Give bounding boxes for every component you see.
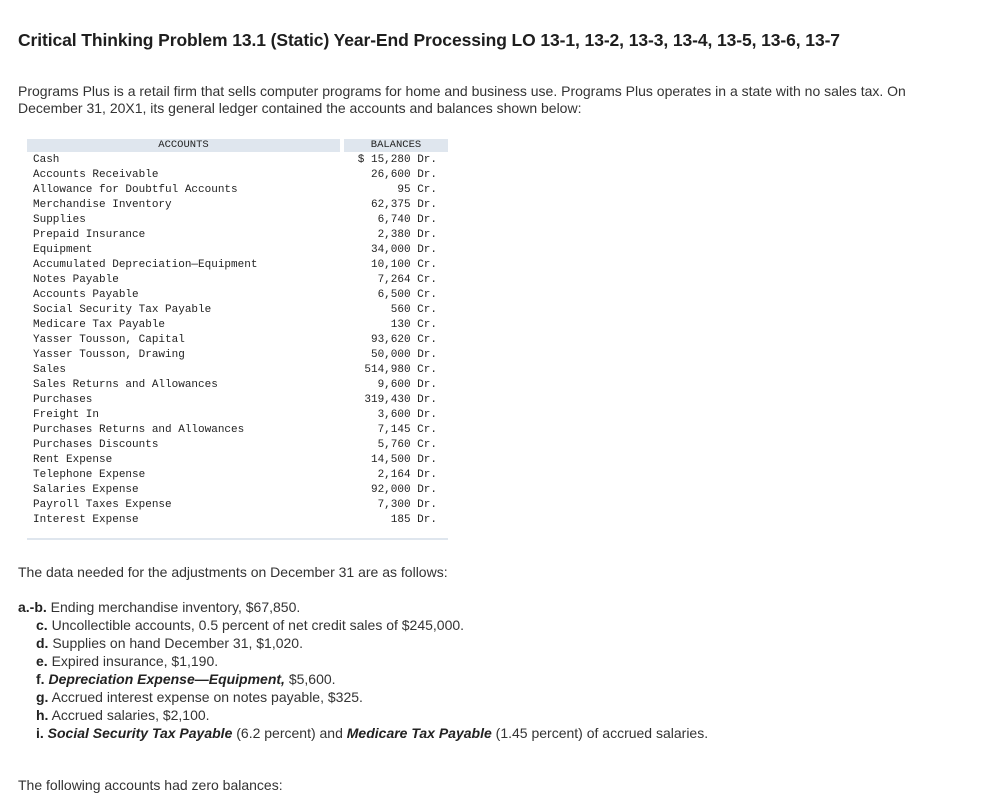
account-balance: 26,600 Dr. [370,169,437,181]
account-name: Supplies [33,214,86,226]
account-balance: 14,500 Dr. [370,454,437,466]
adjustment-label: a.-b. [18,599,47,615]
account-balance: 95 Cr. [397,184,437,196]
ledger-row [27,408,448,423]
ledger-row [27,423,448,438]
account-name: Payroll Taxes Expense [33,499,172,511]
account-name: Telephone Expense [33,469,146,481]
account-balance: 6,500 Cr. [377,289,437,301]
adjustment-text: Ending merchandise inventory, $67,850. [50,599,301,615]
zero-balances-text: The following accounts had zero balances: [18,777,283,793]
account-name: Purchases Returns and Allowances [33,424,245,436]
account-balance: 7,264 Cr. [377,274,437,286]
adjustment-f [36,670,336,688]
ledger-row [27,348,448,363]
problem-intro: Programs Plus is a retail firm that sells computer programs for home and business use. Programs Plus operates in a state with no sales tax. On December 31, 20X1, its general ledger contained the accounts and balances shown below: [18,83,906,116]
ledger-row [27,228,448,243]
adjustment-e [36,652,218,670]
account-name: Accumulated Depreciation—Equipment [33,259,258,271]
account-name: Yasser Tousson, Drawing [33,349,185,361]
adjustment-account: Medicare Tax Payable [346,725,492,741]
adjustment-text: (1.45 percent) of accrued salaries. [495,725,709,741]
adjustment-c [36,616,464,634]
adjustment-label: d. [36,635,49,651]
account-name: Social Security Tax Payable [33,304,212,316]
adjustment-label: g. [36,689,49,705]
account-name: Merchandise Inventory [33,199,172,211]
account-name: Yasser Tousson, Capital [33,334,185,346]
account-balance: 3,600 Dr. [377,409,437,421]
account-balance: 7,145 Cr. [377,424,437,436]
adjustment-h [36,706,210,724]
ledger-row [27,333,448,348]
ledger-row [27,468,448,483]
general-ledger-table [27,139,448,540]
ledger-row [27,363,448,378]
accounts-column-header: ACCOUNTS [27,139,340,152]
account-name: Salaries Expense [33,484,139,496]
ledger-row [27,303,448,318]
account-name: Freight In [33,409,100,421]
account-name: Purchases [33,394,93,406]
account-name: Medicare Tax Payable [33,319,166,331]
adjustment-account: Social Security Tax Payable [47,725,233,741]
adjustment-text: Uncollectible accounts, 0.5 percent of net credit sales of $245,000. [51,617,465,633]
ledger-row [27,153,448,168]
account-name: Allowance for Doubtful Accounts [33,184,238,196]
account-name: Equipment [33,244,93,256]
account-name: Purchases Discounts [33,439,159,451]
account-balance: 560 Cr. [390,304,437,316]
account-balance: 319,430 Dr. [364,394,437,406]
account-balance: 514,980 Cr. [364,364,437,376]
ledger-row [27,393,448,408]
account-balance: 6,740 Dr. [377,214,437,226]
ledger-row [27,513,448,528]
account-balance: 7,300 Dr. [377,499,437,511]
adjustment-label: f. [36,671,45,687]
account-balance: 185 Dr. [390,514,437,526]
ledger-row [27,183,448,198]
adjustment-d [36,634,303,652]
account-balance: 50,000 Dr. [370,349,437,361]
account-name: Notes Payable [33,274,119,286]
account-balance: 9,600 Dr. [377,379,437,391]
ledger-row [27,273,448,288]
account-name: Accounts Receivable [33,169,159,181]
account-balance: 34,000 Dr. [370,244,437,256]
ledger-row [27,243,448,258]
adjustment-label: e. [36,653,48,669]
account-name: Sales Returns and Allowances [33,379,218,391]
ledger-row [27,318,448,333]
ledger-row [27,168,448,183]
ledger-row [27,198,448,213]
account-balance: $ 15,280 Dr. [357,154,437,166]
adjustments-intro: The data needed for the adjustments on December 31 are as follows: [18,564,448,580]
adjustment-text: Accrued salaries, $2,100. [51,707,210,723]
ledger-row [27,453,448,468]
adjustment-text: (6.2 percent) and [236,725,343,741]
account-balance: 92,000 Dr. [370,484,437,496]
balances-column-header: BALANCES [344,139,448,152]
ledger-row [27,258,448,273]
account-balance: 10,100 Cr. [370,259,437,271]
ledger-row [27,213,448,228]
ledger-row [27,288,448,303]
adjustment-label: c. [36,617,48,633]
account-balance: 2,164 Dr. [377,469,437,481]
account-name: Cash [33,154,60,166]
account-balance: 2,380 Dr. [377,229,437,241]
adjustment-text: Supplies on hand December 31, $1,020. [52,635,303,651]
adjustment-account: Depreciation Expense—Equipment, [48,671,285,687]
adjustment-text: Expired insurance, $1,190. [51,653,219,669]
account-balance: 93,620 Cr. [370,334,437,346]
adjustment-ab [18,598,300,616]
account-name: Prepaid Insurance [33,229,146,241]
adjustment-label: h. [36,707,49,723]
ledger-row [27,438,448,453]
ledger-row [27,483,448,498]
account-name: Sales [33,364,67,376]
adjustment-text: Accrued interest expense on notes payable, $325. [51,689,363,705]
adjustment-i [36,724,708,742]
ledger-row [27,498,448,513]
ledger-row [27,378,448,393]
adjustment-g [36,688,363,706]
account-name: Interest Expense [33,514,139,526]
account-balance: 130 Cr. [390,319,437,331]
account-name: Accounts Payable [33,289,139,301]
account-balance: 62,375 Dr. [370,199,437,211]
account-balance: 5,760 Cr. [377,439,437,451]
account-name: Rent Expense [33,454,113,466]
adjustment-label: i. [36,725,44,741]
adjustment-text: $5,600. [288,671,336,687]
page-title: Critical Thinking Problem 13.1 (Static) Year-End Processing LO 13-1, 13-2, 13-3, 13-4, 13-5, 13-6, 13-7 [18,30,840,50]
